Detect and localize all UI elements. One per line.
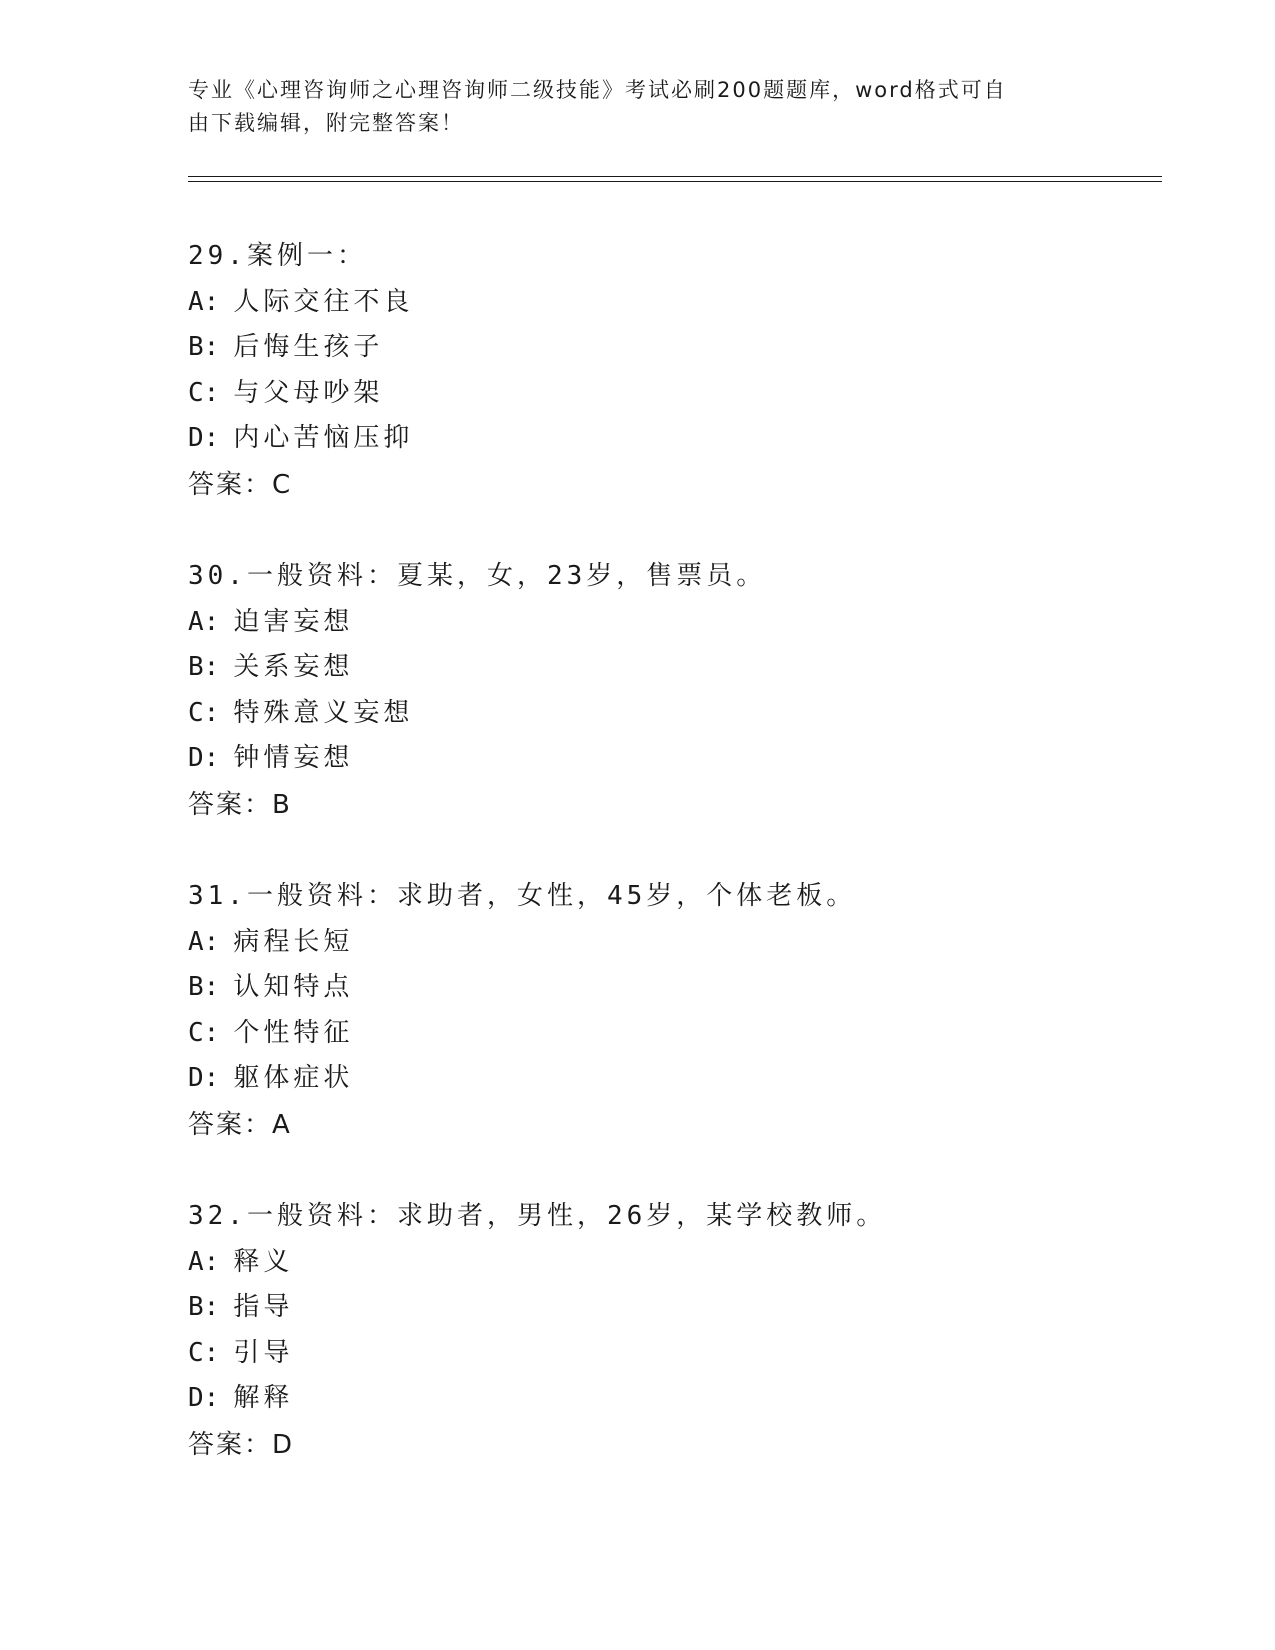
option-letter: D: <box>188 423 220 453</box>
option-letter: C: <box>188 1017 220 1048</box>
option-text: 与父母吵架 <box>233 377 384 408</box>
option-c <box>188 1331 1162 1377</box>
option-letter: B: <box>188 652 220 682</box>
header-divider-bottom <box>188 181 1162 182</box>
option-text: 个性特征 <box>233 1017 354 1048</box>
option-letter: A: <box>188 606 220 637</box>
option-text: 关系妄想 <box>233 652 354 682</box>
option-letter: A: <box>188 1246 220 1277</box>
option-b <box>188 645 1162 691</box>
option-text: 钟情妄想 <box>233 743 354 773</box>
question-stem: 32.一般资料：求助者，男性，26岁，某学校教师。 <box>188 1201 887 1231</box>
option-a <box>188 600 1162 646</box>
answer-line: 答案：A <box>188 1109 292 1140</box>
question-30 <box>188 554 1162 874</box>
option-letter: D: <box>188 1063 220 1093</box>
header-line-2: 由下载编辑，附完整答案！ <box>188 111 464 135</box>
option-c <box>188 1011 1162 1057</box>
option-a <box>188 280 1162 326</box>
question-list <box>188 234 1162 1514</box>
answer-line: 答案：B <box>188 789 292 820</box>
option-text: 迫害妄想 <box>233 606 354 637</box>
option-letter: B: <box>188 1292 220 1322</box>
option-b <box>188 965 1162 1011</box>
option-b <box>188 1285 1162 1331</box>
option-letter: C: <box>188 377 220 408</box>
answer-line: 答案：C <box>188 469 293 500</box>
header-divider-top <box>188 176 1162 177</box>
option-a <box>188 920 1162 966</box>
option-letter: D: <box>188 743 220 773</box>
option-d <box>188 1376 1162 1422</box>
option-text: 内心苦恼压抑 <box>233 423 414 453</box>
option-d <box>188 1056 1162 1102</box>
question-stem: 31.一般资料：求助者，女性，45岁，个体老板。 <box>188 881 857 911</box>
option-text: 病程长短 <box>233 926 354 957</box>
question-32 <box>188 1194 1162 1514</box>
option-a <box>188 1240 1162 1286</box>
option-d <box>188 416 1162 462</box>
option-letter: C: <box>188 1337 220 1368</box>
option-letter: B: <box>188 332 220 362</box>
option-letter: A: <box>188 926 220 957</box>
option-text: 认知特点 <box>233 972 354 1002</box>
option-letter: A: <box>188 286 220 317</box>
option-d <box>188 736 1162 782</box>
question-31 <box>188 874 1162 1194</box>
document-header <box>188 74 1088 140</box>
option-text: 指导 <box>233 1292 294 1322</box>
option-text: 解释 <box>233 1383 294 1413</box>
option-c <box>188 371 1162 417</box>
option-b <box>188 325 1162 371</box>
option-text: 人际交往不良 <box>233 286 414 317</box>
option-text: 后悔生孩子 <box>233 332 384 362</box>
question-stem: 29.案例一： <box>188 241 367 271</box>
question-29 <box>188 234 1162 554</box>
option-text: 躯体症状 <box>233 1063 354 1093</box>
option-text: 特殊意义妄想 <box>233 697 414 728</box>
answer-line: 答案：D <box>188 1429 295 1460</box>
option-letter: B: <box>188 972 220 1002</box>
question-stem: 30.一般资料：夏某，女，23岁，售票员。 <box>188 561 767 591</box>
option-letter: C: <box>188 697 220 728</box>
option-c <box>188 691 1162 737</box>
header-line-1: 专业《心理咨询师之心理咨询师二级技能》考试必刷200题题库，word格式可自 <box>188 78 1007 102</box>
option-text: 引导 <box>233 1337 294 1368</box>
option-text: 释义 <box>233 1246 294 1277</box>
option-letter: D: <box>188 1383 220 1413</box>
